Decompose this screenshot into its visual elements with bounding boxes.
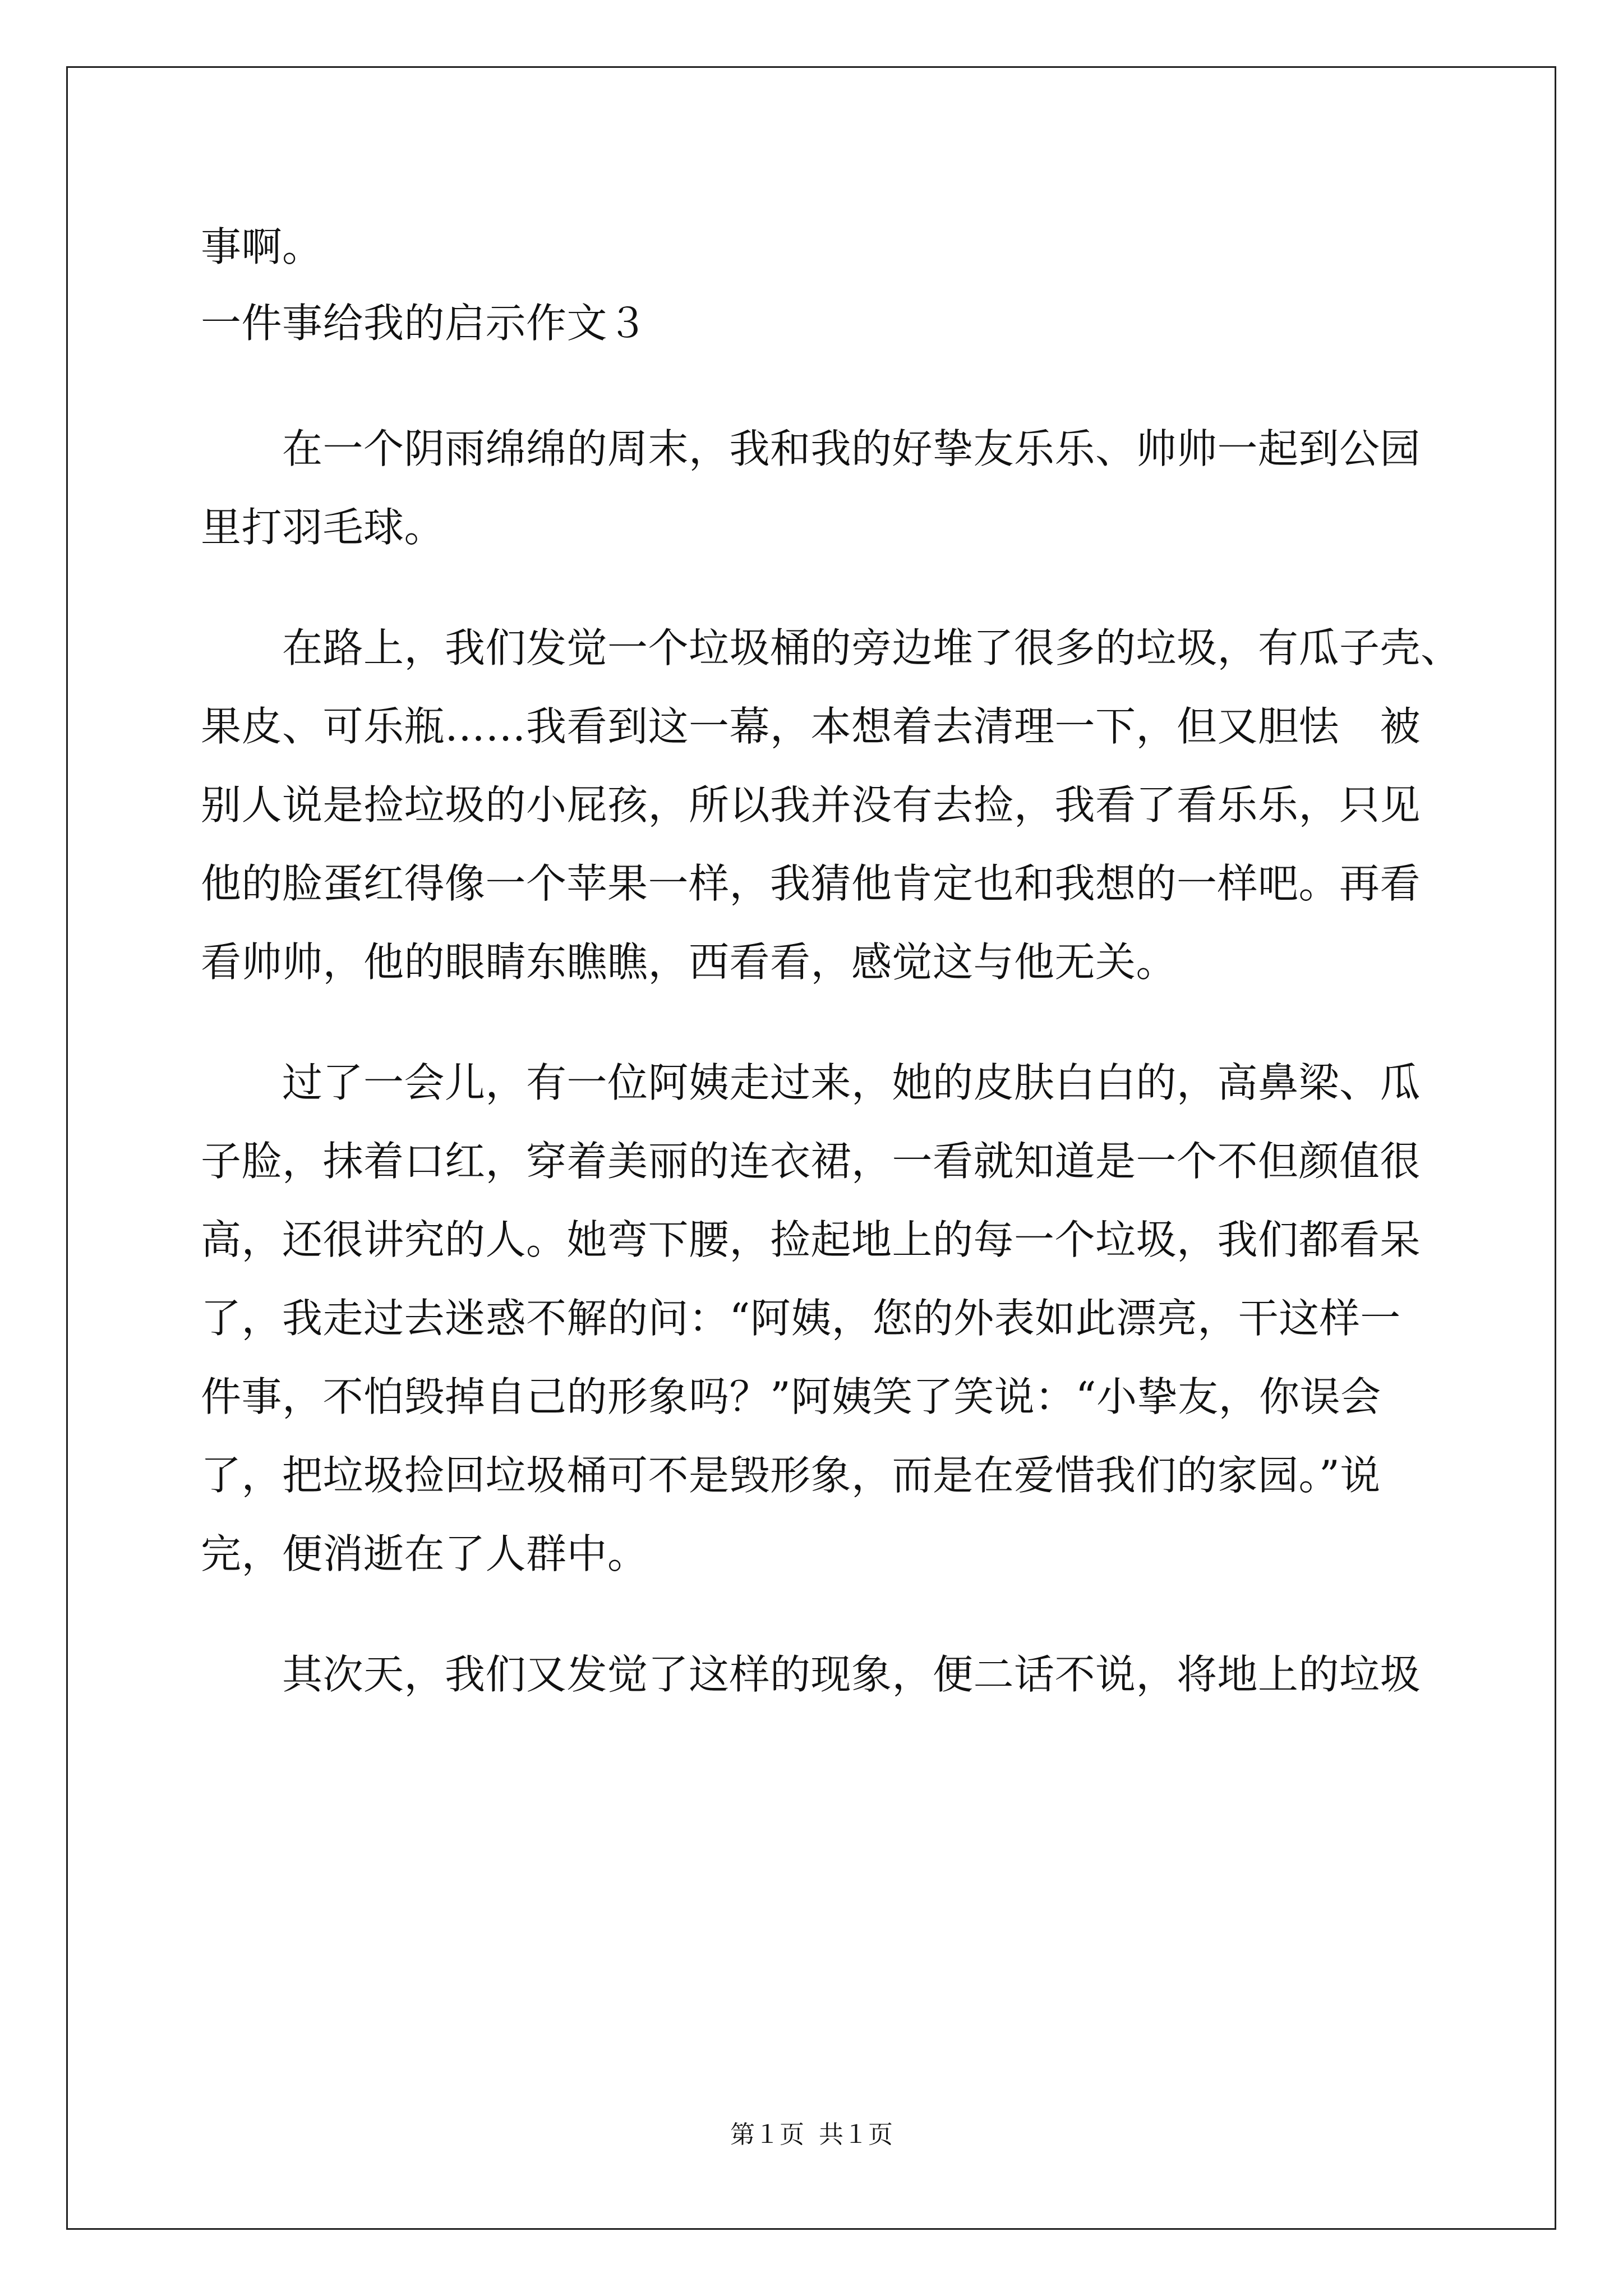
text-line: 事啊。 [201, 223, 323, 270]
text-line: 在路上，我们发觉一个垃圾桶的旁边堆了很多的垃圾，有瓜子壳、 [282, 624, 1461, 671]
text-line: 完，便消逝在了人群中。 [201, 1530, 648, 1577]
text-line: 过了一会儿，有一位阿姨走过来，她的皮肤白白的，高鼻梁、瓜 [282, 1059, 1421, 1106]
text-line: 子脸，抹着口红，穿着美丽的连衣裙，一看就知道是一个不但颜值很 [201, 1138, 1421, 1185]
text-line: 他的脸蛋红得像一个苹果一样，我猜他肯定也和我想的一样吧。再看 [201, 860, 1421, 907]
text-line: 在一个阴雨绵绵的周末，我和我的好挚友乐乐、帅帅一起到公园 [282, 425, 1421, 472]
essay-title: 一件事给我的启示作文３ [201, 300, 648, 347]
text-line: 了，把垃圾捡回垃圾桶可不是毁形象，而是在爱惜我们的家园。”说 [201, 1452, 1381, 1499]
page-total: 共１页 [819, 2120, 893, 2149]
text-line: 件事，不怕毁掉自己的形象吗？”阿姨笑了笑说：“小挚友，你误会 [201, 1373, 1381, 1420]
text-line: 其次天，我们又发觉了这样的现象，便二话不说，将地上的垃圾 [282, 1651, 1421, 1698]
text-line: 了，我走过去迷惑不解的问：“阿姨，您的外表如此漂亮，干这样一 [201, 1295, 1401, 1342]
text-line: 别人说是捡垃圾的小屁孩，所以我并没有去捡，我看了看乐乐，只见 [201, 781, 1421, 829]
text-line: 果皮、可乐瓶……我看到这一幕，本想着去清理一下，但又胆怯 被 [201, 703, 1421, 750]
text-line: 里打羽毛球。 [201, 504, 445, 551]
text-line: 看帅帅，他的眼睛东瞧瞧，西看看，感觉这与他无关。 [201, 938, 1177, 986]
page-number: 第１页 [730, 2120, 804, 2149]
page-footer [0, 2118, 1623, 2152]
text-line: 高，还很讲究的人。她弯下腰，捡起地上的每一个垃圾，我们都看呆 [201, 1216, 1421, 1263]
